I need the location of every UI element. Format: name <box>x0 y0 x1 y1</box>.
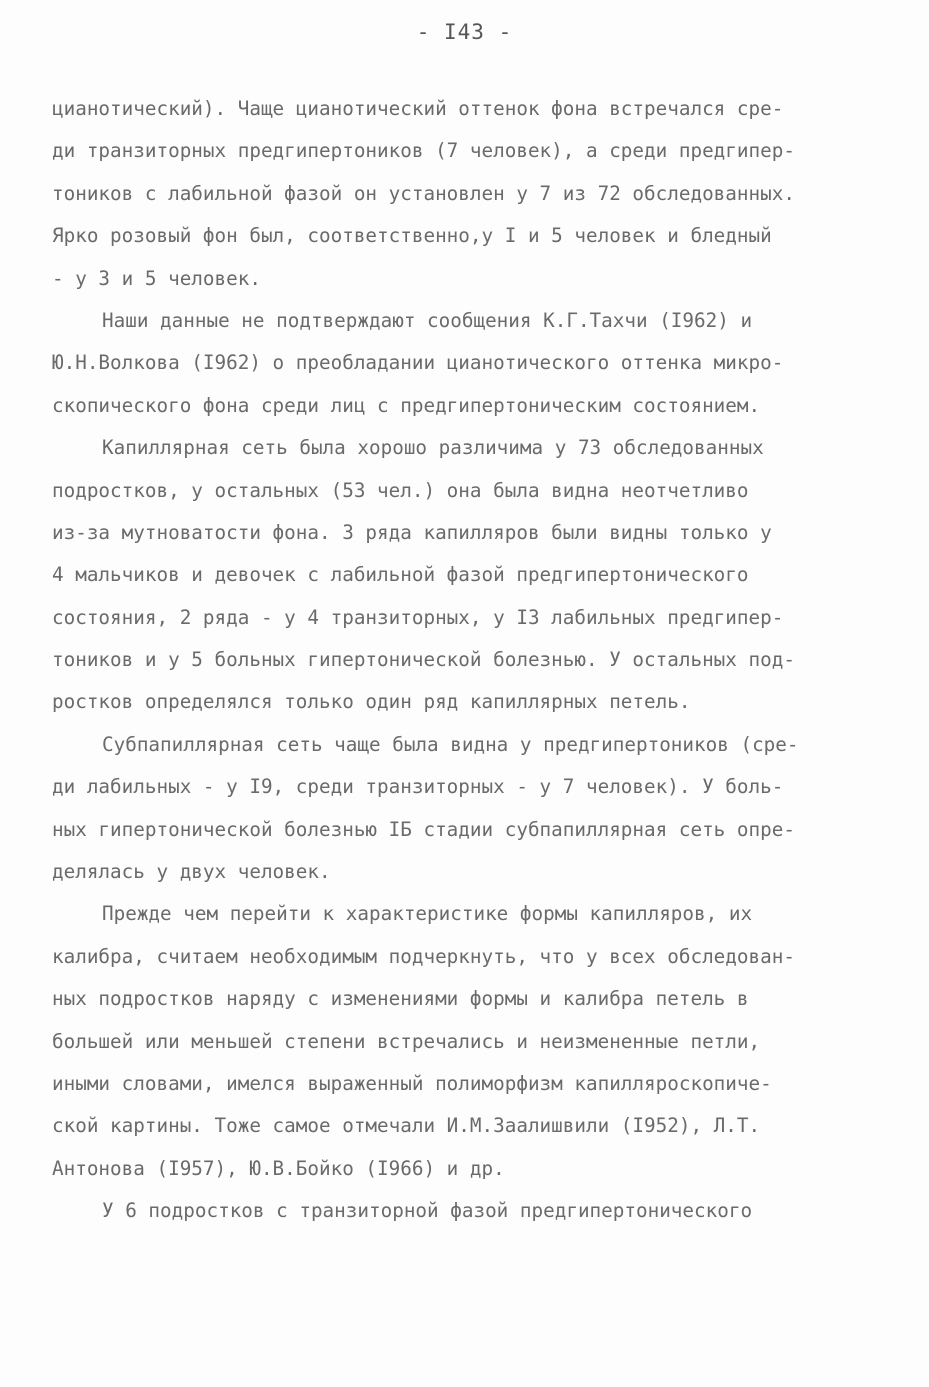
text-line: Ю.Н.Волкова (I962) о преобладании цианотического оттенка микро- <box>52 351 784 375</box>
text-line: из-за мутноватости фона. 3 ряда капилляров были видны только у <box>52 520 772 544</box>
paragraph-first-line: Капиллярная сеть была хорошо различима у 73 обследованных <box>102 436 764 460</box>
paragraph-first-line: Прежде чем перейти к характеристике формы капилляров, их <box>102 902 753 926</box>
paragraph-first-line: У 6 подростков с транзиторной фазой предгипертонического <box>102 1199 753 1223</box>
text-line: ных подростков наряду с изменениями формы и калибра петель в <box>52 987 749 1011</box>
text-line: ных гипертонической болезнью IБ стадии субпапиллярная сеть опре- <box>52 817 795 841</box>
text-line: тоников и у 5 больных гипертонической болезнью. У остальных под- <box>52 648 795 672</box>
text-line: - у 3 и 5 человек. <box>52 266 261 290</box>
text-line: скопического фона среди лиц с предгипертоническим состоянием. <box>52 393 761 417</box>
text-line: ской картины. Тоже самое отмечали И.М.Заалишвили (I952), Л.Т. <box>52 1114 761 1138</box>
text-line: цианотический). Чаще цианотический оттенок фона встречался сре- <box>52 97 784 120</box>
text-line: ди транзиторных предгипертоников (7 человек), а среди предгипер- <box>52 139 795 163</box>
text-line: состояния, 2 ряда - у 4 транзиторных, у I3 лабильных предгипер- <box>52 605 784 629</box>
text-line: иными словами, имелся выраженный полиморфизм капилляроскопиче- <box>52 1071 772 1095</box>
text-line: ди лабильных - у I9, среди транзиторных - у 7 человек). У боль- <box>52 775 784 799</box>
body-text <box>52 88 882 1233</box>
text-line: 4 мальчиков и девочек с лабильной фазой предгипертонического <box>52 563 749 587</box>
text-line: Ярко розовый фон был, соответственно,у I и 5 человек и бледный <box>52 224 772 248</box>
page-number: - I43 - <box>416 20 513 44</box>
text-line: тоников с лабильной фазой он установлен у 7 из 72 обследованных. <box>52 181 795 205</box>
paragraph-first-line: Субпапиллярная сеть чаще была видна у предгипертоников (сре- <box>102 732 799 756</box>
text-line: большей или меньшей степени встречались и неизмененные петли, <box>52 1029 761 1053</box>
text-line: ростков определялся только один ряд капиллярных петель. <box>52 690 691 714</box>
text-line: калибра, считаем необходимым подчеркнуть, что у всех обследован- <box>52 944 795 968</box>
text-line: подростков, у остальных (53 чел.) она была видна неотчетливо <box>52 478 749 502</box>
text-line: Антонова (I957), Ю.В.Бойко (I966) и др. <box>52 1156 505 1180</box>
text-line: делялась у двух человек. <box>52 860 331 884</box>
paragraph-first-line: Наши данные не подтверждают сообщения К.Г.Тахчи (I962) и <box>102 308 753 332</box>
